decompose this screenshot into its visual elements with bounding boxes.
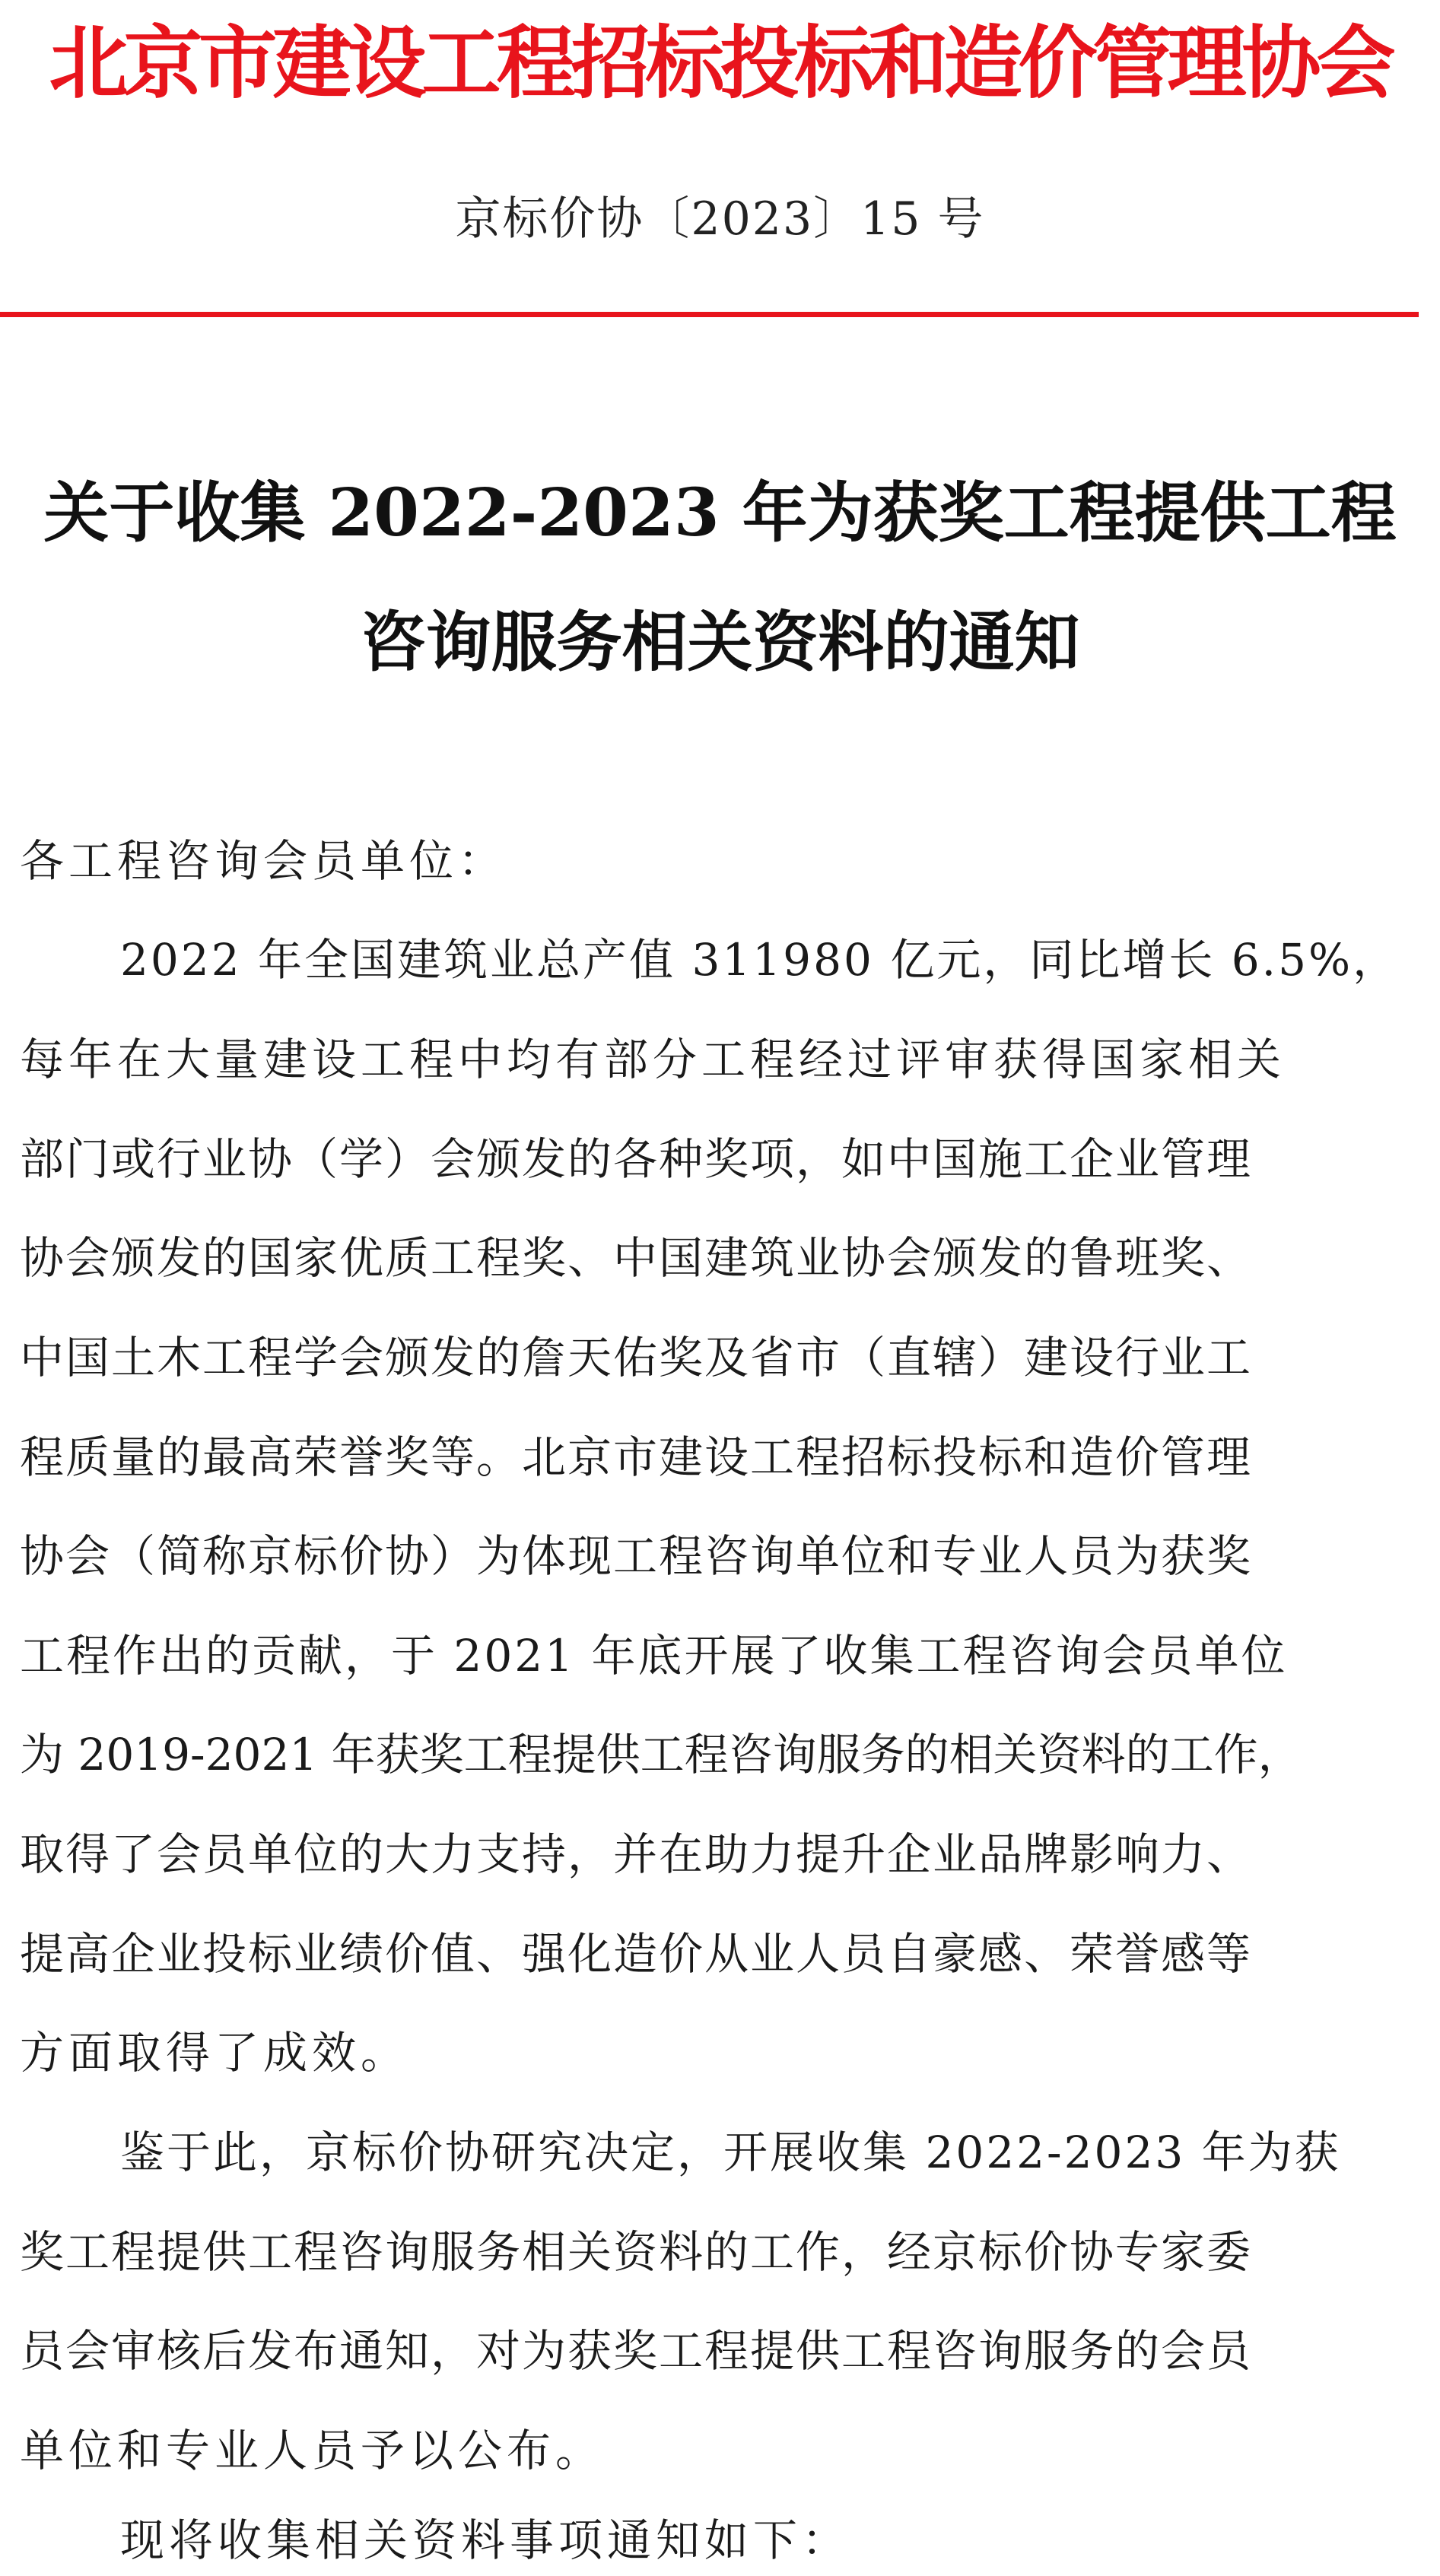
paragraph-2-line: 鉴于此，京标价协研究决定，开展收集 2022-2023 年为获 — [120, 2127, 1341, 2178]
document-title-line-2: 咨询服务相关资料的通知 — [360, 604, 1080, 681]
paragraph-1-line: 中国土木工程学会颁发的詹天佑奖及省市（直辖）建设行业工 — [20, 1332, 1253, 1383]
paragraph-1-line: 提高企业投标业绩价值、强化造价从业人员自豪感、荣誉感等 — [20, 1928, 1253, 1980]
document-number: 京标价协〔2023〕15 号 — [455, 192, 985, 246]
paragraph-1-line: 2022 年全国建筑业总产值 311980 亿元，同比增长 6.5%， — [120, 934, 1400, 986]
salutation: 各工程咨询会员单位： — [20, 835, 507, 887]
paragraph-1-line: 程质量的最高荣誉奖等。北京市建设工程招标投标和造价管理 — [20, 1431, 1253, 1483]
paragraph-2-line: 单位和专业人员予以公布。 — [20, 2425, 605, 2476]
header-divider — [0, 312, 1419, 317]
paragraph-1-line: 工程作出的贡献，于 2021 年底开展了收集工程咨询会员单位 — [20, 1630, 1288, 1682]
paragraph-2-line: 员会审核后发布通知，对为获奖工程提供工程咨询服务的会员 — [20, 2325, 1253, 2377]
organization-header: 北京市建设工程招标投标和造价管理协会 — [49, 16, 1391, 110]
paragraph-1-line: 每年在大量建设工程中均有部分工程经过评审获得国家相关 — [20, 1034, 1286, 1085]
paragraph-2-line: 奖工程提供工程咨询服务相关资料的工作，经京标价协专家委 — [20, 2226, 1253, 2278]
paragraph-1-line: 协会（简称京标价协）为体现工程咨询单位和专业人员为获奖 — [20, 1530, 1253, 1582]
paragraph-1-line: 方面取得了成效。 — [20, 2027, 410, 2079]
document-title-line-1: 关于收集 2022-2023 年为获奖工程提供工程 — [43, 475, 1397, 551]
paragraph-1-line: 取得了会员单位的大力支持，并在助力提升企业品牌影响力、 — [20, 1828, 1253, 1880]
paragraph-1-line: 为 2019-2021 年获奖工程提供工程咨询服务的相关资料的工作， — [20, 1729, 1302, 1780]
paragraph-1-line: 部门或行业协（学）会颁发的各种奖项，如中国施工企业管理 — [20, 1133, 1253, 1185]
paragraph-3-line: 现将收集相关资料事项通知如下： — [120, 2514, 851, 2566]
paragraph-1-line: 协会颁发的国家优质工程奖、中国建筑业协会颁发的鲁班奖、 — [20, 1232, 1253, 1284]
